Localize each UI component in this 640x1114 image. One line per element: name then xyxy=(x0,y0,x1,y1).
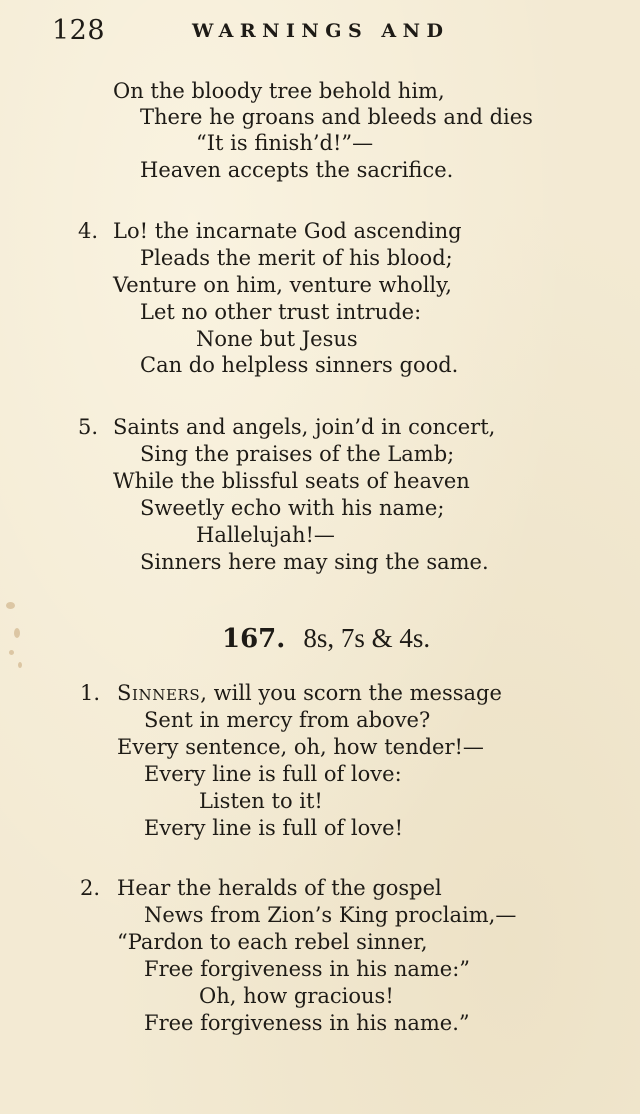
verse-line: Let no other trust intrude: xyxy=(140,300,422,324)
first-word-small-caps: Sinners xyxy=(117,681,201,705)
verse-line: None but Jesus xyxy=(196,327,358,351)
hymn-meter: 8s, 7s & 4s. xyxy=(303,623,431,653)
verse-line: Hallelujah!— xyxy=(196,523,335,547)
first-line-rest: , will you scorn the message xyxy=(200,681,502,705)
verse-line: Heaven accepts the sacrifice. xyxy=(140,158,454,182)
verse-line: Pleads the merit of his blood; xyxy=(140,246,453,270)
paper-stain xyxy=(14,628,20,638)
verse-line: Sweetly echo with his name; xyxy=(140,496,445,520)
page-header xyxy=(52,14,612,48)
verse-line: Every line is full of love! xyxy=(144,816,404,840)
verse-line: Sent in mercy from above? xyxy=(144,708,431,732)
verse-line: Sinners here may sing the same. xyxy=(140,550,489,574)
verse-line: While the blissful seats of heaven xyxy=(113,469,470,493)
verse-number: 1. xyxy=(80,681,101,705)
verse-line: Hear the heralds of the gospel xyxy=(117,876,442,900)
verse-number: 4. xyxy=(78,219,99,243)
verse-line: Saints and angels, join’d in concert, xyxy=(113,415,496,439)
verse-line: Listen to it! xyxy=(199,789,323,813)
verse-line xyxy=(117,680,502,706)
page-number: 128 xyxy=(52,15,106,46)
verse-line: Sing the praises of the Lamb; xyxy=(140,442,455,466)
verse-line: “Pardon to each rebel sinner, xyxy=(117,930,428,954)
hymn-heading xyxy=(222,622,430,655)
verse-line: On the bloody tree behold him, xyxy=(113,79,445,103)
verse-line: Venture on him, venture wholly, xyxy=(113,273,452,297)
verse-line: There he groans and bleeds and dies xyxy=(140,105,533,129)
verse-line: News from Zion’s King proclaim,— xyxy=(144,903,517,927)
verse-line: Every line is full of love: xyxy=(144,762,402,786)
paper-stain xyxy=(6,602,15,609)
running-head: WARNINGS AND xyxy=(192,20,450,42)
hymn-number: 167. xyxy=(222,624,286,654)
verse-line: Free forgiveness in his name:” xyxy=(144,957,471,981)
verse-line: Lo! the incarnate God ascending xyxy=(113,219,462,243)
paper-stain xyxy=(9,650,14,655)
paper-stain xyxy=(18,662,22,668)
verse-line: “It is finish’d!”— xyxy=(196,131,374,155)
verse-line: Oh, how gracious! xyxy=(199,984,394,1008)
verse-line: Can do helpless sinners good. xyxy=(140,353,459,377)
verse-number: 2. xyxy=(80,876,101,900)
verse-line: Every sentence, oh, how tender!— xyxy=(117,735,484,759)
verse-line: Free forgiveness in his name.” xyxy=(144,1011,470,1035)
verse-number: 5. xyxy=(78,415,99,439)
